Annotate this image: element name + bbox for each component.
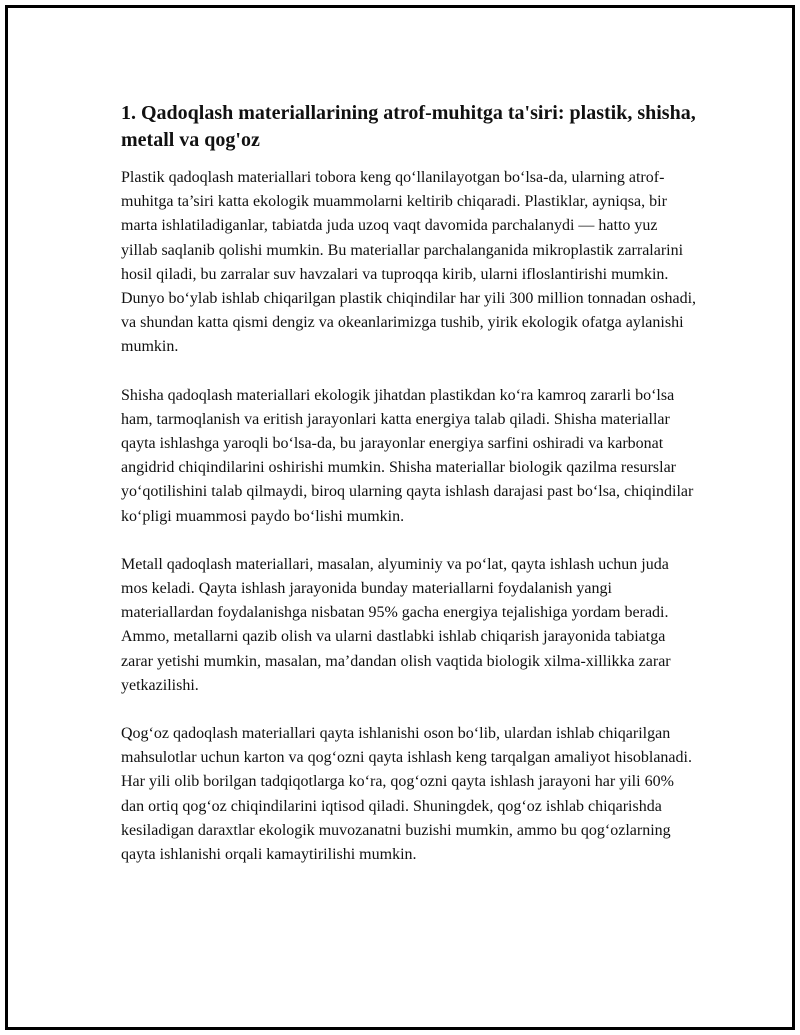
paragraph-paper: Qog‘oz qadoqlash materiallari qayta ishlanishi oson bo‘lib, ulardan ishlab chiqarilgan mahsulotlar uchun karton va qog‘ozni qayta ishlash keng tarqalgan amaliyot hisoblanadi. Har yili olib borilgan tadqiqotlarga ko‘ra, qog‘ozni qayta ishlash jarayoni har yili 60% dan ortiq qog‘oz chiqindilarini iqtisod qiladi. Shuningdek, qog‘oz ishlab chiqarishda kesiladigan daraxtlar ekologik muvozanatni buzishi mumkin, ammo bu qog‘ozlarning qayta ishlanishi orqali kamaytirilishi mumkin.	[121, 725, 692, 864]
document-title: 1. Qadoqlash materiallarining atrof-muhitga ta'siri: plastik, shisha, metall va qog'oz	[121, 102, 696, 151]
page-frame	[5, 5, 795, 1030]
paragraph-plastic: Plastik qadoqlash materiallari tobora keng qo‘llanilayotgan bo‘lsa-da, ularning atrof-muhitga ta’siri katta ekologik muammolarni keltirib chiqaradi. Plastiklar, ayniqsa, bir marta ishlatiladiganlar, tabiatda juda uzoq vaqt davomida parchalanydi — hatto yuz yillab saqlanib qolishi mumkin. Bu materiallar parchalanganida mikroplastik zarralarini hosil qiladi, bu zarralar suv havzalari va tuproqqa kirib, ularni ifloslantirishi mumkin. Dunyo bo‘ylab ishlab chiqarilgan plastik chiqindilar har yili 300 million tonnadan oshadi, va shundan katta qismi dengiz va okeanlarimizga tushib, yirik ekologik ofatga aylanishi mumkin.	[121, 169, 697, 356]
paragraph-glass: Shisha qadoqlash materiallari ekologik jihatdan plastikdan ko‘ra kamroq zararli bo‘lsa ham, tarmoqlanish va eritish jarayonlari katta energiya talab qiladi. Shisha materiallar qayta ishlashga yaroqli bo‘lsa-da, bu jarayonlar energiya sarfini oshiradi va karbonat angidrid chiqindilarini oshirishi mumkin. Shisha materiallar biologik qazilma resurslar yo‘qotilishini talab qilmaydi, biroq ularning qayta ishlash darajasi past bo‘lsa, chiqindilar ko‘pligi muammosi paydo bo‘lishi mumkin.	[121, 386, 694, 525]
paragraph-metal: Metall qadoqlash materiallari, masalan, alyuminiy va po‘lat, qayta ishlash uchun juda mos keladi. Qayta ishlash jarayonida bunday materiallarni foydalanish yangi materiallardan foydalanishga nisbatan 95% gacha energiya tejalishiga yordam beradi. Ammo, metallarni qazib olish va ularni dastlabki ishlab chiqarish jarayonida tabiatga zarar yetishi mumkin, masalan, ma’dandan olish vaqtida biologik xilma-xillikka zarar yetkazilishi.	[121, 555, 671, 694]
document-content	[121, 100, 697, 867]
